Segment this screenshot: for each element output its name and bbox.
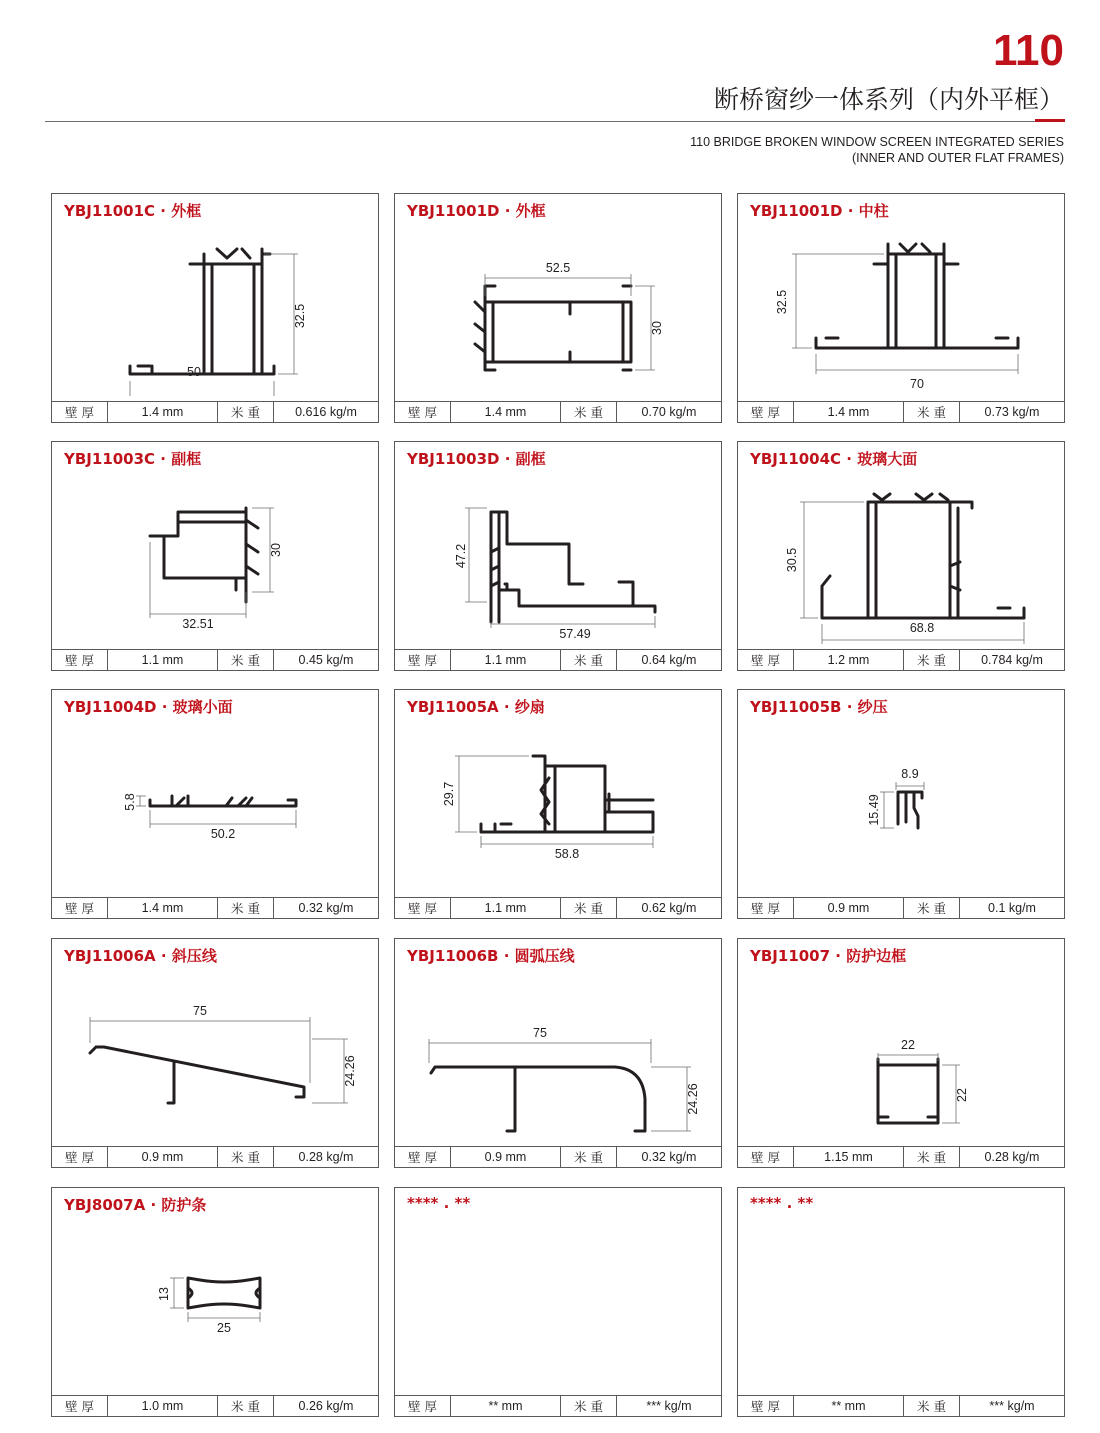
profile-title: YBJ11003C · 副框 xyxy=(64,450,202,468)
dim-width: 8.9 xyxy=(901,767,919,781)
dim-width: 70 xyxy=(910,377,924,391)
dim-height: 15.49 xyxy=(867,794,881,826)
spec-row xyxy=(738,1146,1064,1167)
spec-row xyxy=(738,897,1064,918)
profile-title: YBJ11001D · 中柱 xyxy=(750,202,889,220)
wall-thickness-label: 壁 厚 xyxy=(395,1396,451,1416)
profile-card-ybj11005b xyxy=(737,689,1065,919)
dim-height: 5.8 xyxy=(123,793,137,811)
spec-row xyxy=(52,401,378,422)
weight-label: 米 重 xyxy=(904,650,960,670)
weight-value: 0.62 kg/m xyxy=(641,901,697,915)
weight-label: 米 重 xyxy=(904,402,960,422)
profile-drawing xyxy=(52,1218,378,1390)
dim-width: 25 xyxy=(217,1321,231,1335)
dim-width: 75 xyxy=(533,1026,547,1040)
wall-thickness-label: 壁 厚 xyxy=(738,1147,794,1167)
wall-thickness-label: 壁 厚 xyxy=(52,1147,108,1167)
dim-height: 29.7 xyxy=(442,781,456,807)
wall-thickness-label: 壁 厚 xyxy=(395,402,451,422)
series-title-en-line2: (INNER AND OUTER FLAT FRAMES) xyxy=(851,151,1064,165)
profile-card-ybj11003c xyxy=(51,441,379,671)
weight-label: 米 重 xyxy=(904,1147,960,1167)
dim-height: 30 xyxy=(650,321,664,335)
spec-row xyxy=(52,1146,378,1167)
weight-label: 米 重 xyxy=(561,898,617,918)
profile-drawing xyxy=(395,720,721,892)
weight-value: *** kg/m xyxy=(646,1399,692,1413)
profile-drawing xyxy=(738,969,1064,1141)
dim-width: 50 xyxy=(187,365,201,379)
wall-thickness-label: 壁 厚 xyxy=(52,650,108,670)
wall-thickness-value: 1.4 mm xyxy=(108,898,218,918)
dim-width: 57.49 xyxy=(559,627,591,641)
weight-value: 0.70 kg/m xyxy=(641,405,697,419)
wall-thickness-label: 壁 厚 xyxy=(395,650,451,670)
weight-label: 米 重 xyxy=(561,650,617,670)
profile-drawing xyxy=(52,969,378,1141)
dim-width: 68.8 xyxy=(909,621,935,635)
weight-label: 米 重 xyxy=(904,1396,960,1416)
weight-label: 米 重 xyxy=(218,1396,274,1416)
weight-value: 0.1 kg/m xyxy=(988,901,1036,915)
profile-card-ybj11004c xyxy=(737,441,1065,671)
profile-card-ybj11001d-outer xyxy=(394,193,722,423)
profile-drawing xyxy=(395,472,721,644)
wall-thickness-value: 1.4 mm xyxy=(794,402,904,422)
dim-width: 32.51 xyxy=(182,617,214,631)
wall-thickness-value: 1.15 mm xyxy=(794,1147,904,1167)
profile-title: **** . ** xyxy=(750,1194,814,1212)
spec-row xyxy=(738,1395,1064,1416)
wall-thickness-value: ** mm xyxy=(794,1396,904,1416)
spec-row xyxy=(52,649,378,670)
profile-title: YBJ11003D · 副框 xyxy=(407,450,546,468)
profile-card-ybj11006a xyxy=(51,938,379,1168)
spec-row xyxy=(395,1395,721,1416)
profile-card-ybj8007a xyxy=(51,1187,379,1417)
wall-thickness-label: 壁 厚 xyxy=(52,898,108,918)
profile-title: YBJ11004D · 玻璃小面 xyxy=(64,698,233,716)
wall-thickness-value: 1.4 mm xyxy=(108,402,218,422)
profile-title: YBJ8007A · 防护条 xyxy=(64,1196,207,1214)
profile-card-ybj11003d xyxy=(394,441,722,671)
wall-thickness-label: 壁 厚 xyxy=(738,650,794,670)
wall-thickness-label: 壁 厚 xyxy=(395,898,451,918)
profile-title: YBJ11007 · 防护边框 xyxy=(750,947,907,965)
spec-row xyxy=(52,897,378,918)
profile-title: YBJ11005A · 纱扇 xyxy=(407,698,545,716)
series-title-cn: 断桥窗纱一体系列（内外平框） xyxy=(713,85,1064,114)
dim-height: 13 xyxy=(157,1287,171,1301)
weight-value: 0.45 kg/m xyxy=(298,653,354,667)
dim-width: 50.2 xyxy=(210,827,236,841)
weight-value: *** kg/m xyxy=(989,1399,1035,1413)
dim-height: 30.5 xyxy=(785,547,799,573)
wall-thickness-label: 壁 厚 xyxy=(738,898,794,918)
dim-height: 47.2 xyxy=(454,543,468,569)
weight-value: 0.28 kg/m xyxy=(298,1150,354,1164)
dim-width: 75 xyxy=(193,1004,207,1018)
profile-title: YBJ11006B · 圆弧压线 xyxy=(407,947,575,965)
weight-value: 0.616 kg/m xyxy=(295,405,357,419)
weight-label: 米 重 xyxy=(561,1396,617,1416)
profile-card-ybj11006b xyxy=(394,938,722,1168)
spec-row xyxy=(738,401,1064,422)
wall-thickness-value: ** mm xyxy=(451,1396,561,1416)
dim-width: 52.5 xyxy=(545,261,571,275)
profile-drawing xyxy=(395,969,721,1141)
dim-height: 32.5 xyxy=(293,303,307,329)
wall-thickness-value: 1.0 mm xyxy=(108,1396,218,1416)
profile-drawing xyxy=(52,720,378,892)
wall-thickness-value: 1.4 mm xyxy=(451,402,561,422)
profile-card-ybj11007 xyxy=(737,938,1065,1168)
profile-title: YBJ11004C · 玻璃大面 xyxy=(750,450,918,468)
spec-row xyxy=(52,1395,378,1416)
profile-title: YBJ11005B · 纱压 xyxy=(750,698,888,716)
spec-row xyxy=(395,1146,721,1167)
weight-value: 0.28 kg/m xyxy=(984,1150,1040,1164)
profile-title: YBJ11001C · 外框 xyxy=(64,202,202,220)
weight-value: 0.32 kg/m xyxy=(298,901,354,915)
weight-label: 米 重 xyxy=(561,1147,617,1167)
profile-drawing xyxy=(52,472,378,644)
profile-card-ybj11001d-mullion xyxy=(737,193,1065,423)
dim-width: 58.8 xyxy=(554,847,580,861)
wall-thickness-value: 1.2 mm xyxy=(794,650,904,670)
dim-height: 22 xyxy=(955,1088,969,1102)
wall-thickness-value: 1.1 mm xyxy=(451,898,561,918)
dim-height: 30 xyxy=(269,543,283,557)
wall-thickness-value: 1.1 mm xyxy=(451,650,561,670)
weight-value: 0.32 kg/m xyxy=(641,1150,697,1164)
spec-row xyxy=(738,649,1064,670)
dim-height: 24.26 xyxy=(686,1083,700,1115)
weight-value: 0.26 kg/m xyxy=(298,1399,354,1413)
dim-width: 22 xyxy=(901,1038,915,1052)
dim-height: 32.5 xyxy=(775,289,789,315)
spec-row xyxy=(395,401,721,422)
profile-card-ybj11001c xyxy=(51,193,379,423)
series-title-en-line1: 110 BRIDGE BROKEN WINDOW SCREEN INTEGRATED SERIES xyxy=(690,135,1064,149)
profile-drawing xyxy=(738,472,1064,644)
profile-card-ybj11004d xyxy=(51,689,379,919)
wall-thickness-value: 1.1 mm xyxy=(108,650,218,670)
series-number: 110 xyxy=(993,26,1064,75)
spec-row xyxy=(395,897,721,918)
weight-label: 米 重 xyxy=(218,402,274,422)
weight-label: 米 重 xyxy=(218,650,274,670)
wall-thickness-label: 壁 厚 xyxy=(738,402,794,422)
weight-value: 0.784 kg/m xyxy=(981,653,1043,667)
profile-drawing xyxy=(738,720,1064,892)
wall-thickness-label: 壁 厚 xyxy=(395,1147,451,1167)
wall-thickness-value: 0.9 mm xyxy=(108,1147,218,1167)
profile-card-placeholder-2 xyxy=(737,1187,1065,1417)
header-accent-bar xyxy=(1035,119,1065,122)
weight-value: 0.73 kg/m xyxy=(984,405,1040,419)
profile-title: **** . ** xyxy=(407,1194,471,1212)
profile-drawing xyxy=(395,224,721,396)
profile-drawing xyxy=(52,224,378,396)
header-divider xyxy=(45,121,1065,122)
wall-thickness-label: 壁 厚 xyxy=(738,1396,794,1416)
profile-drawing xyxy=(738,224,1064,396)
profile-title: YBJ11001D · 外框 xyxy=(407,202,546,220)
wall-thickness-label: 壁 厚 xyxy=(52,402,108,422)
series-title-en xyxy=(690,134,1064,166)
weight-label: 米 重 xyxy=(561,402,617,422)
profile-title: YBJ11006A · 斜压线 xyxy=(64,947,217,965)
profile-card-ybj11005a xyxy=(394,689,722,919)
wall-thickness-label: 壁 厚 xyxy=(52,1396,108,1416)
weight-label: 米 重 xyxy=(218,898,274,918)
spec-row xyxy=(395,649,721,670)
wall-thickness-value: 0.9 mm xyxy=(794,898,904,918)
dim-height: 24.26 xyxy=(343,1055,357,1087)
wall-thickness-value: 0.9 mm xyxy=(451,1147,561,1167)
weight-label: 米 重 xyxy=(904,898,960,918)
weight-value: 0.64 kg/m xyxy=(641,653,697,667)
profile-card-placeholder-1 xyxy=(394,1187,722,1417)
weight-label: 米 重 xyxy=(218,1147,274,1167)
